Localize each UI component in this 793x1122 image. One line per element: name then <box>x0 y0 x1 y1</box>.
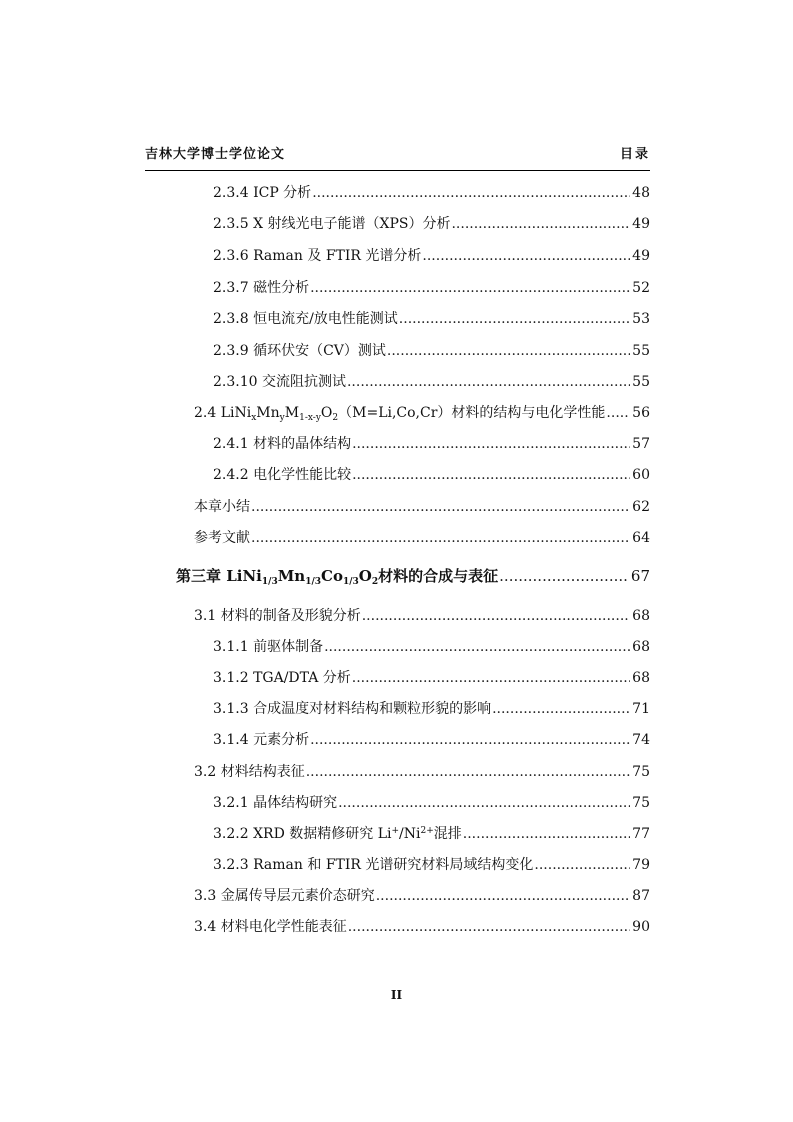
toc-entry-2-3-6[interactable] <box>213 246 650 266</box>
toc-entry-3-1-4[interactable] <box>213 730 650 750</box>
toc-entry-page: 49 <box>632 216 650 232</box>
dot-leader <box>251 497 630 517</box>
dot-leader <box>376 886 630 906</box>
header-section-name: 目录 <box>619 147 650 162</box>
toc-entry-page: 55 <box>632 343 650 359</box>
dot-leader <box>463 824 630 844</box>
header-thesis-title: 吉林大学博士学位论文 <box>145 147 286 162</box>
toc-entry-title: 3.2.2 XRD 数据精修研究 $Li^+/Ni^{2+}$混排 <box>213 826 462 842</box>
dot-leader <box>492 699 630 719</box>
toc-entry-title: 3.1.3 合成温度对材料结构和颗粒形貌的影响 <box>213 701 492 717</box>
toc-entry-page: 52 <box>632 280 650 296</box>
toc-entry-page: 60 <box>632 467 650 483</box>
dot-leader <box>451 214 630 234</box>
toc-entry-title: 2.3.5 X 射线光电子能谱（XPS）分析 <box>213 216 451 232</box>
toc-entry-3-1-1[interactable] <box>213 637 650 657</box>
toc-entry-2-4-1[interactable] <box>213 434 650 454</box>
dot-leader <box>362 606 630 626</box>
dot-leader <box>422 246 630 266</box>
toc-entry-2-3-4[interactable] <box>213 183 650 203</box>
toc-entry-page: 68 <box>632 639 650 655</box>
toc-entry-title: 2.3.8 恒电流充/放电性能测试 <box>213 311 398 327</box>
toc-entry-page: 87 <box>632 888 650 904</box>
toc-entry-title: 3.1.2 TGA/DTA 分析 <box>213 670 351 686</box>
toc-entry-2-3-10[interactable] <box>213 372 650 392</box>
toc-entry-title: 2.3.10 交流阻抗测试 <box>213 374 346 390</box>
toc-entry-title: 2.4.2 电化学性能比较 <box>213 467 352 483</box>
toc-entry-3-1-2[interactable] <box>213 668 650 688</box>
dot-leader <box>352 668 630 688</box>
toc-entry-chapter-3[interactable] <box>176 566 650 586</box>
toc-entry-title: 本章小结 <box>194 499 250 515</box>
toc-entry-title: 第三章 $LiNi_{1/3}Mn_{1/3}Co_{1/3}O_2$材料的合成与表征 <box>176 567 499 587</box>
toc-entry-3-2[interactable] <box>194 762 650 782</box>
toc-entry-2-4[interactable] <box>194 403 650 423</box>
dot-leader <box>324 637 630 657</box>
toc-entry-title: 3.1 材料的制备及形貌分析 <box>194 608 361 624</box>
toc-entry-page: 55 <box>632 374 650 390</box>
toc-entry-page: 75 <box>632 764 650 780</box>
toc-entry-page: 56 <box>632 405 650 421</box>
toc-entry-title: 3.2.1 晶体结构研究 <box>213 795 338 811</box>
toc-entry-page: 79 <box>632 857 650 873</box>
dot-leader <box>338 793 630 813</box>
toc-entry-3-2-1[interactable] <box>213 793 650 813</box>
toc-entry-page: 75 <box>632 795 650 811</box>
toc-entry-3-2-2[interactable] <box>213 824 650 844</box>
toc-entry-title: 2.3.9 循环伏安（CV）测试 <box>213 343 386 359</box>
toc-entry-chapter-summary[interactable] <box>194 497 650 517</box>
dot-leader <box>352 434 630 454</box>
header-rule <box>145 170 650 171</box>
page-number: II <box>390 988 403 1002</box>
toc-entry-page: 48 <box>632 185 650 201</box>
page-header <box>145 143 650 165</box>
dot-leader <box>606 403 630 423</box>
toc-entry-title: 3.4 材料电化学性能表征 <box>194 919 347 935</box>
toc-entry-2-3-7[interactable] <box>213 278 650 298</box>
toc-entry-title: 3.1.1 前驱体制备 <box>213 639 324 655</box>
toc-entry-page: 68 <box>632 608 650 624</box>
dot-leader <box>352 465 630 485</box>
toc-entry-3-4[interactable] <box>194 917 650 937</box>
dot-leader <box>534 855 630 875</box>
dot-leader <box>312 183 630 203</box>
toc-entry-title: 2.3.7 磁性分析 <box>213 280 310 296</box>
toc-entry-3-2-3[interactable] <box>213 855 650 875</box>
toc-entry-title: 3.2.3 Raman 和 FTIR 光谱研究材料局域结构变化 <box>213 857 534 873</box>
toc-entry-2-4-2[interactable] <box>213 465 650 485</box>
toc-entry-page: 90 <box>632 919 650 935</box>
toc-entry-3-3[interactable] <box>194 886 650 906</box>
toc-entry-2-3-8[interactable] <box>213 309 650 329</box>
toc-entry-page: 68 <box>632 670 650 686</box>
toc-entry-title: 3.2 材料结构表征 <box>194 764 305 780</box>
toc-entry-title: 2.3.4 ICP 分析 <box>213 185 312 201</box>
toc-entry-page: 57 <box>632 436 650 452</box>
toc-entry-page: 62 <box>632 499 650 515</box>
toc-entry-title: 3.1.4 元素分析 <box>213 732 310 748</box>
dot-leader <box>347 372 630 392</box>
toc-entry-page: 64 <box>632 530 650 546</box>
toc-entry-title: 参考文献 <box>194 530 250 546</box>
toc-entry-page: 74 <box>632 732 650 748</box>
dot-leader <box>399 309 630 329</box>
toc-entry-title: 3.3 金属传导层元素价态研究 <box>194 888 375 904</box>
toc-entry-title: 2.4.1 材料的晶体结构 <box>213 436 352 452</box>
toc-entry-page: 71 <box>632 701 650 717</box>
toc-entry-3-1-3[interactable] <box>213 699 650 719</box>
toc-entry-page: 77 <box>632 826 650 842</box>
dot-leader <box>306 762 630 782</box>
dot-leader <box>387 341 630 361</box>
toc-entry-page: 67 <box>630 567 650 585</box>
dot-leader <box>310 730 630 750</box>
dot-leader <box>251 528 630 548</box>
toc-entry-2-3-5[interactable] <box>213 214 650 234</box>
toc-entry-title: 2.4 $LiNi_xMn_yM_{1-x-y}O_2(M=Li,Co,Cr)$材料的结构与电化学性能 <box>194 405 606 423</box>
toc-entry-references[interactable] <box>194 528 650 548</box>
toc-entry-2-3-9[interactable] <box>213 341 650 361</box>
toc-entry-page: 49 <box>632 248 650 264</box>
dot-leader <box>348 917 630 937</box>
dot-leader <box>310 278 630 298</box>
toc-entry-title: 2.3.6 Raman 及 FTIR 光谱分析 <box>213 248 422 264</box>
dot-leader <box>499 566 629 586</box>
toc-entry-3-1[interactable] <box>194 606 650 626</box>
toc-entry-page: 53 <box>632 311 650 327</box>
